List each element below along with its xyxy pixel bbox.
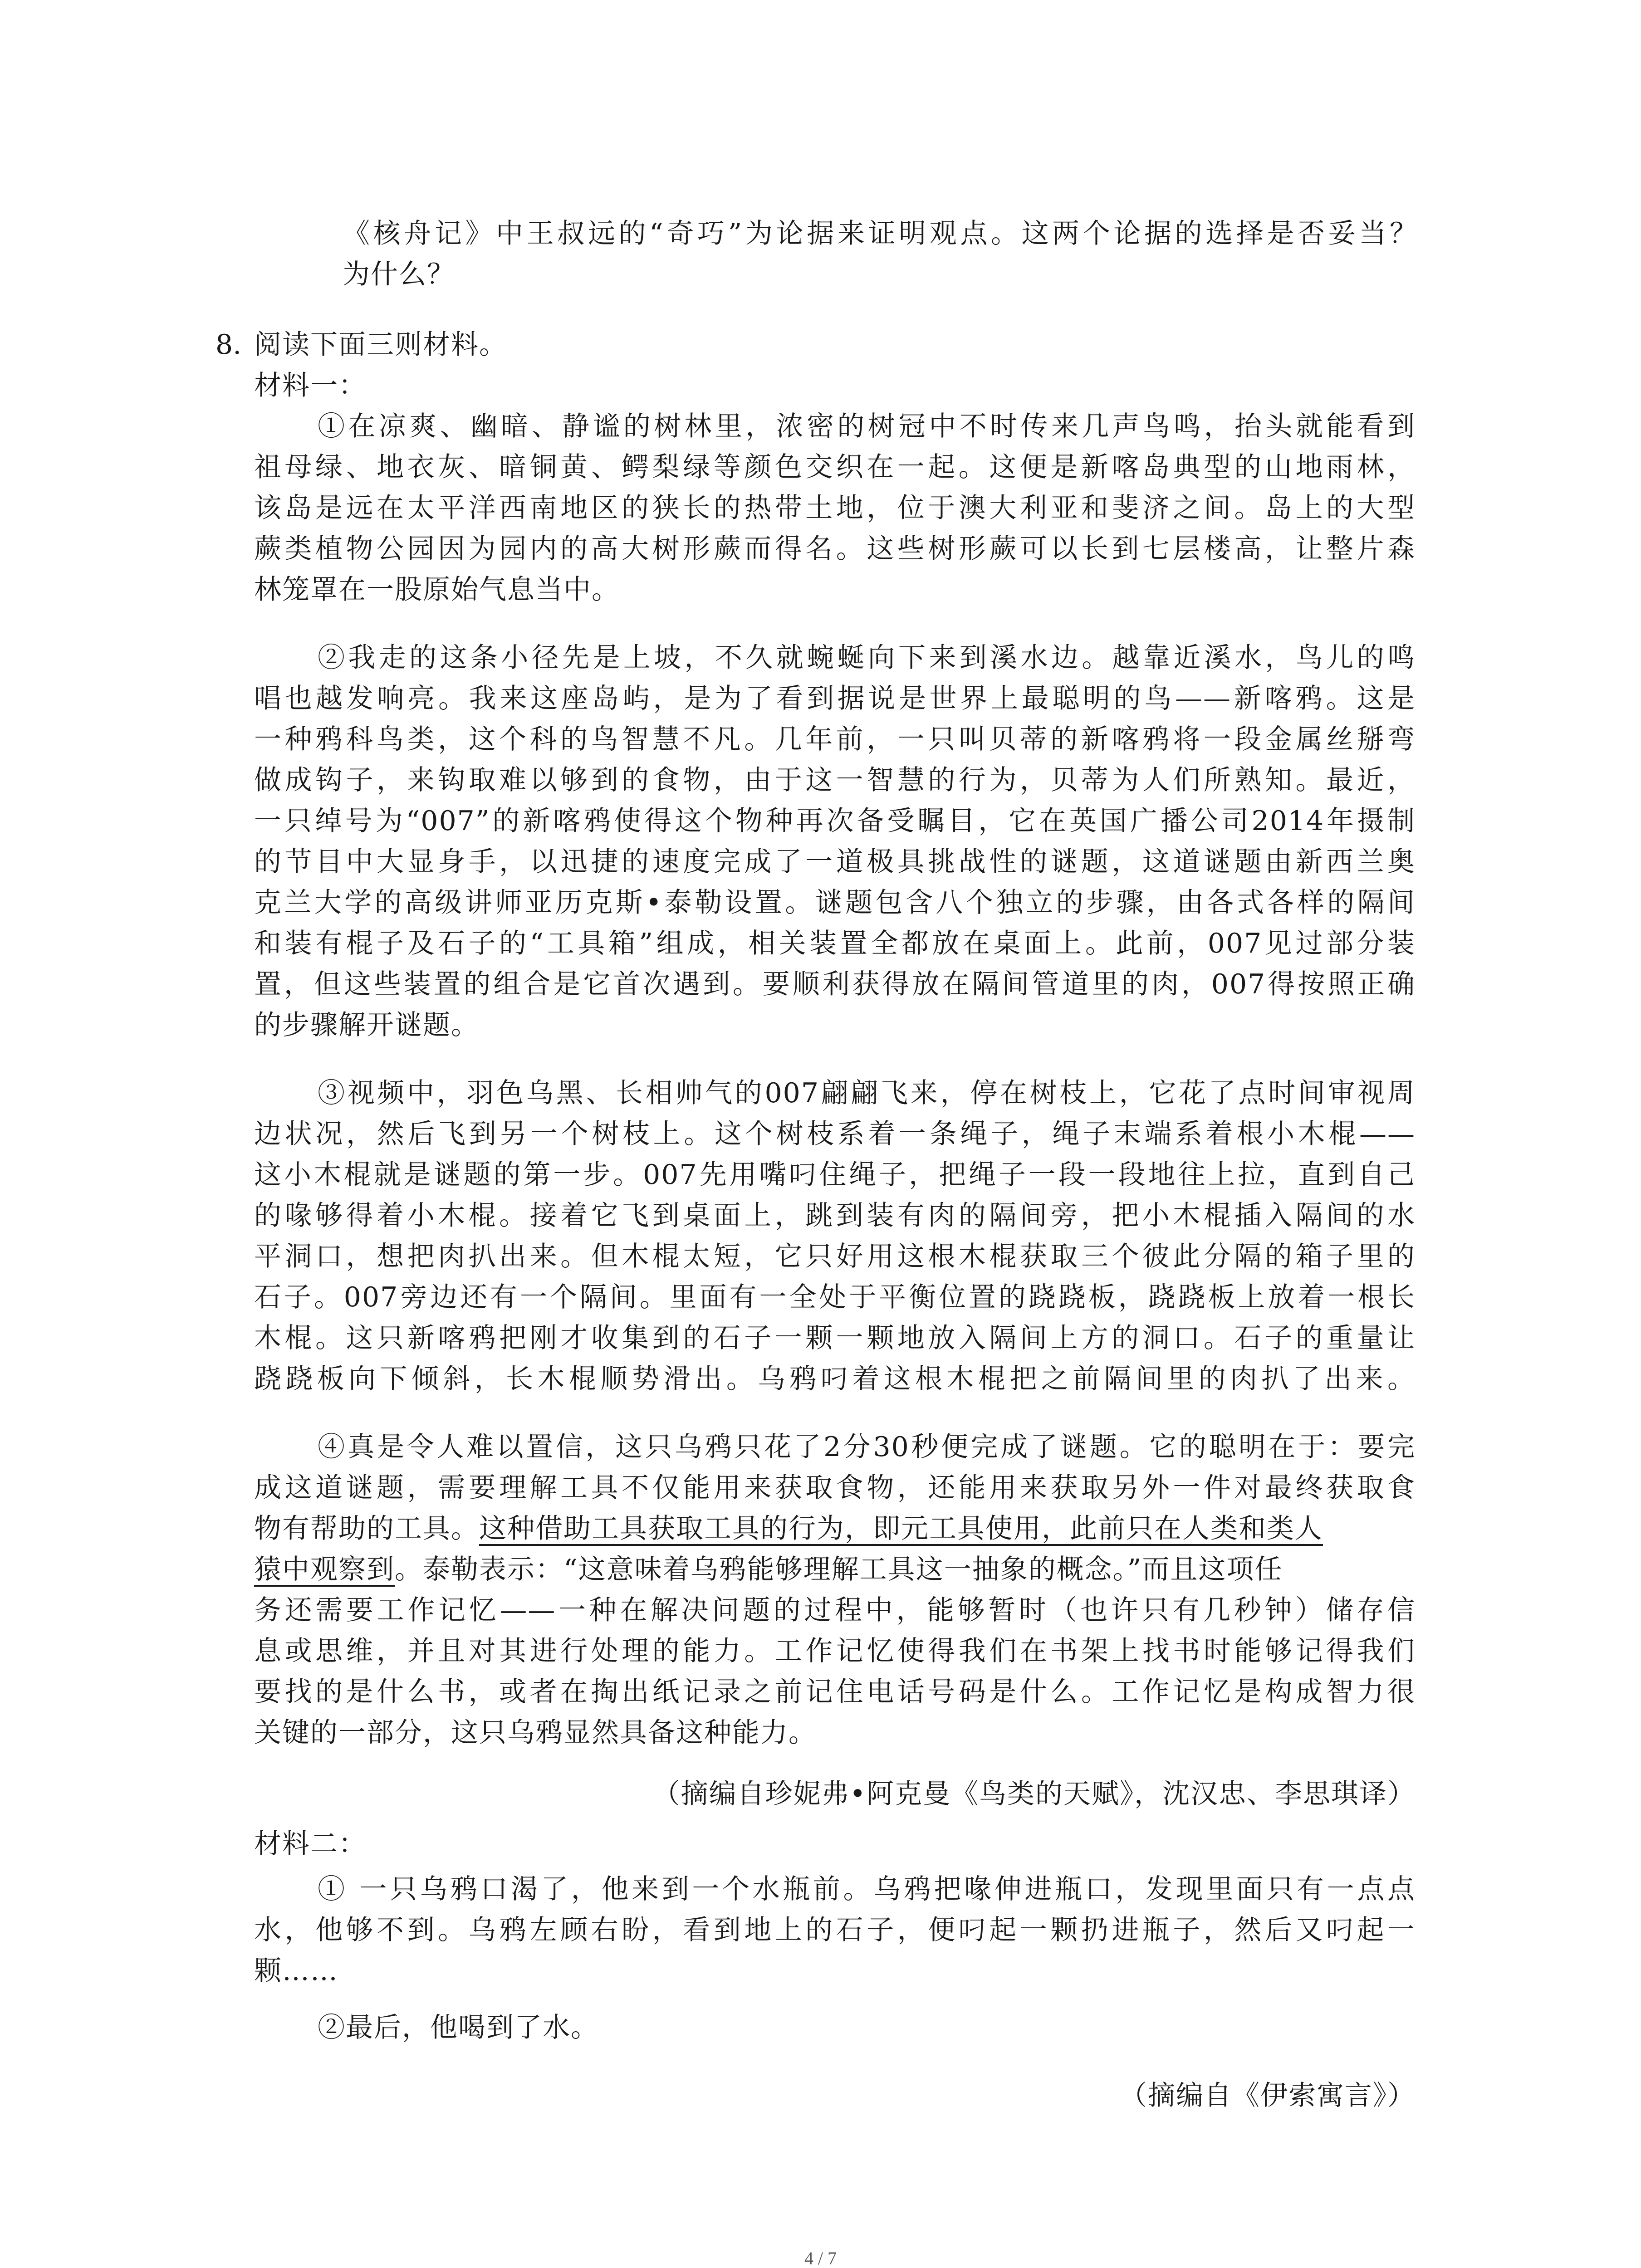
material1-p2-line: 克兰大学的高级讲师亚历克斯•泰勒设置。谜题包含八个独立的步骤，由各式各样的隔间: [254, 887, 1416, 919]
material1-source: （摘编自珍妮弗•阿克曼《鸟类的天赋》，沈汉忠、李思琪译）: [652, 1778, 1416, 1810]
material1-p2-line: ②我走的这条小径先是上坡，不久就蜿蜒向下来到溪水边。越靠近溪水，鸟儿的鸣: [318, 642, 1416, 674]
material2-p2: ②最后，他喝到了水。: [318, 2012, 599, 2043]
material1-p4-line: [254, 1551, 1283, 1588]
material1-p2-line: 的步骤解开谜题。: [254, 1009, 479, 1041]
material1-underlined-sentence-end: 猿中观察到: [254, 1554, 395, 1585]
material1-p1-line: 该岛是远在太平洋西南地区的狭长的热带土地，位于澳大利亚和斐济之间。岛上的大型: [254, 492, 1416, 524]
material1-p2-line: 唱也越发响亮。我来这座岛屿，是为了看到据说是世界上最聪明的鸟——新喀鸦。这是: [254, 683, 1416, 714]
material1-p3-line: 跷跷板向下倾斜，长木棍顺势滑出。乌鸦叼着这根木棍把之前隔间里的肉扒了出来。: [254, 1363, 1416, 1395]
material1-p3-line: ③视频中，羽色乌黑、长相帅气的007翩翩飞来，停在树枝上，它花了点时间审视周: [318, 1077, 1416, 1109]
material1-underlined-sentence: 这种借助工具获取工具的行为，即元工具使用，此前只在人类和类人: [479, 1513, 1323, 1545]
material1-p3-line: 石子。007旁边还有一个隔间。里面有一全处于平衡位置的跷跷板，跷跷板上放着一根长: [254, 1281, 1416, 1313]
material1-p1-line: 祖母绿、地衣灰、暗铜黄、鳄梨绿等颜色交织在一起。这便是新喀岛典型的山地雨林，: [254, 451, 1416, 483]
material1-p4-line: [254, 1510, 1323, 1547]
material1-p2-line: 一只绰号为“007”的新喀鸦使得这个物种再次备受瞩目，它在英国广播公司2014年摄制: [254, 805, 1416, 837]
material1-heading: 材料一：: [254, 370, 367, 401]
material1-p4-line: ④真是令人难以置信，这只乌鸦只花了2分30秒便完成了谜题。它的聪明在于：要完: [318, 1431, 1416, 1463]
material1-p2-line: 和装有棍子及石子的“工具箱”组成，相关装置全都放在桌面上。此前，007见过部分装: [254, 928, 1416, 959]
material2-heading: 材料二：: [254, 1828, 367, 1860]
material1-p4-line: 要找的是什么书，或者在掏出纸记录之前记住电话号码是什么。工作记忆是构成智力很: [254, 1676, 1416, 1708]
material1-p4-line: 务还需要工作记忆——一种在解决问题的过程中，能够暂时（也许只有几秒钟）储存信: [254, 1594, 1416, 1626]
prev-question-line-1: 《核舟记》中王叔远的“奇巧”为论据来证明观点。这两个论据的选择是否妥当？: [343, 218, 1418, 249]
material1-p2-line: 做成钩子，来钩取难以够到的食物，由于这一智慧的行为，贝蒂为人们所熟知。最近，: [254, 764, 1416, 796]
material2-p1-line: ① 一只乌鸦口渴了，他来到一个水瓶前。乌鸦把喙伸进瓶口，发现里面只有一点点: [318, 1873, 1416, 1905]
page-number: 4 / 7: [804, 2248, 837, 2268]
material1-p4-line: 关键的一部分，这只乌鸦显然具备这种能力。: [254, 1717, 817, 1749]
material1-p2-line: 的节目中大显身手，以迅捷的速度完成了一道极具挑战性的谜题，这道谜题由新西兰奥: [254, 846, 1416, 878]
material1-p1-line: 蕨类植物公园因为园内的高大树形蕨而得名。这些树形蕨可以长到七层楼高，让整片森: [254, 533, 1416, 565]
material1-p2-line: 置，但这些装置的组合是它首次遇到。要顺利获得放在隔间管道里的肉，007得按照正确: [254, 968, 1416, 1000]
material1-p3-line: 的喙够得着小木棍。接着它飞到桌面上，跳到装有肉的隔间旁，把小木棍插入隔间的水: [254, 1200, 1416, 1232]
material1-p1-line: 林笼罩在一股原始气息当中。: [254, 574, 620, 606]
material1-p3-line: 平洞口，想把肉扒出来。但木棍太短，它只好用这根木棍获取三个彼此分隔的箱子里的: [254, 1241, 1416, 1272]
material1-p3-line: 边状况，然后飞到另一个树枝上。这个树枝系着一条绳子，绳子末端系着根小木棍——: [254, 1118, 1416, 1150]
material1-p4-plain-text: 物有帮助的工具。: [254, 1513, 479, 1545]
material1-p3-line: 木棍。这只新喀鸦把刚才收集到的石子一颗一颗地放入隔间上方的洞口。石子的重量让: [254, 1322, 1416, 1354]
material2-source: （摘编自《伊索寓言》）: [1120, 2080, 1416, 2112]
material1-p3-line: 这小木棍就是谜题的第一步。007先用嘴叼住绳子，把绳子一段一段地往上拉，直到自己: [254, 1159, 1416, 1191]
material2-p1-line: 颗……: [254, 1955, 338, 1987]
material1-p4-plain-text: 。泰勒表示：“这意味着乌鸦能够理解工具这一抽象的概念。”而且这项任: [395, 1554, 1283, 1585]
material1-p4-line: 息或思维，并且对其进行处理的能力。工作记忆使得我们在书架上找书时能够记得我们: [254, 1635, 1416, 1667]
material1-p2-line: 一种鸦科鸟类，这个科的鸟智慧不凡。几年前，一只叫贝蒂的新喀鸦将一段金属丝掰弯: [254, 723, 1416, 755]
material2-p1-line: 水，他够不到。乌鸦左顾右盼，看到地上的石子，便叼起一颗扔进瓶子，然后又叼起一: [254, 1914, 1416, 1946]
question-prompt: 阅读下面三则材料。: [254, 329, 507, 361]
prev-question-line-2: 为什么？: [343, 259, 455, 290]
question-number: 8.: [216, 329, 242, 361]
material1-p4-line: 成这道谜题，需要理解工具不仅能用来获取食物，还能用来获取另外一件对最终获取食: [254, 1472, 1416, 1504]
material1-p1-line: ①在凉爽、幽暗、静谧的树林里，浓密的树冠中不时传来几声鸟鸣，抬头就能看到: [318, 411, 1416, 442]
